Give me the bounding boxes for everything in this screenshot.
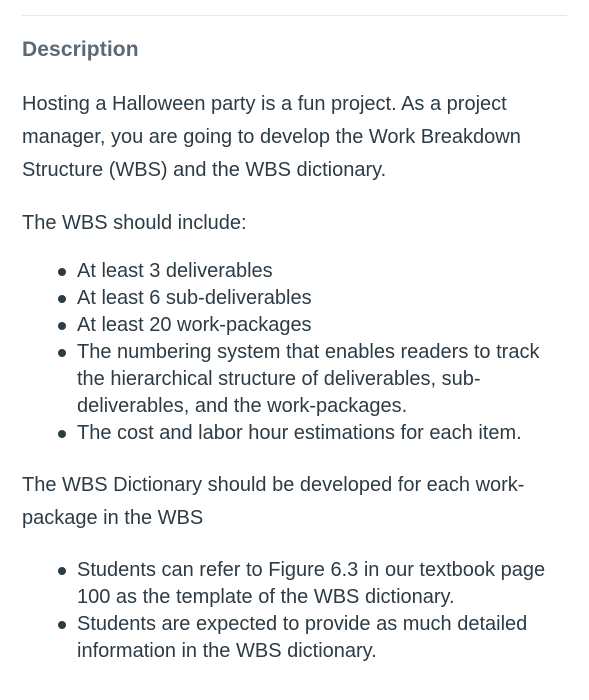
bullet-icon <box>58 621 66 629</box>
list-item <box>22 258 570 285</box>
bullet-icon <box>58 430 66 438</box>
list-item-text: At least 6 sub-deliverables <box>77 287 312 309</box>
list-item-text: The cost and labor hour estimations for each item. <box>77 422 522 444</box>
list-item-text: At least 3 deliverables <box>77 260 273 282</box>
list-item <box>22 420 570 447</box>
list-item-text: The numbering system that enables readers to track the hierarchical structure of deliverables, sub-deliverables, and the work-packages. <box>77 341 540 417</box>
bullet-icon <box>58 349 66 357</box>
intro-paragraph: Hosting a Halloween party is a fun project. As a project manager, you are going to develop the Work Breakdown Structure (WBS) and the WBS dictionary. <box>22 93 521 181</box>
list-item <box>22 339 570 420</box>
description-content <box>22 88 570 665</box>
bullet-icon <box>58 567 66 575</box>
wbs-requirements-list <box>22 258 570 447</box>
list-item <box>22 285 570 312</box>
bullet-icon <box>58 322 66 330</box>
bullet-icon <box>58 268 66 276</box>
section-title: Description <box>22 38 139 61</box>
wbs-heading: The WBS should include: <box>22 212 247 234</box>
list-item-text: At least 20 work-packages <box>77 314 312 336</box>
dictionary-requirements-list <box>22 557 570 665</box>
list-item-text: Students are expected to provide as much detailed information in the WBS dictionary. <box>77 613 528 662</box>
list-item <box>22 611 570 665</box>
bullet-icon <box>58 295 66 303</box>
list-item <box>22 557 570 611</box>
list-item <box>22 312 570 339</box>
list-item-text: Students can refer to Figure 6.3 in our textbook page 100 as the template of the WBS dictionary. <box>77 559 546 608</box>
dictionary-heading: The WBS Dictionary should be developed for each work-package in the WBS <box>22 474 525 529</box>
top-divider <box>22 15 567 16</box>
